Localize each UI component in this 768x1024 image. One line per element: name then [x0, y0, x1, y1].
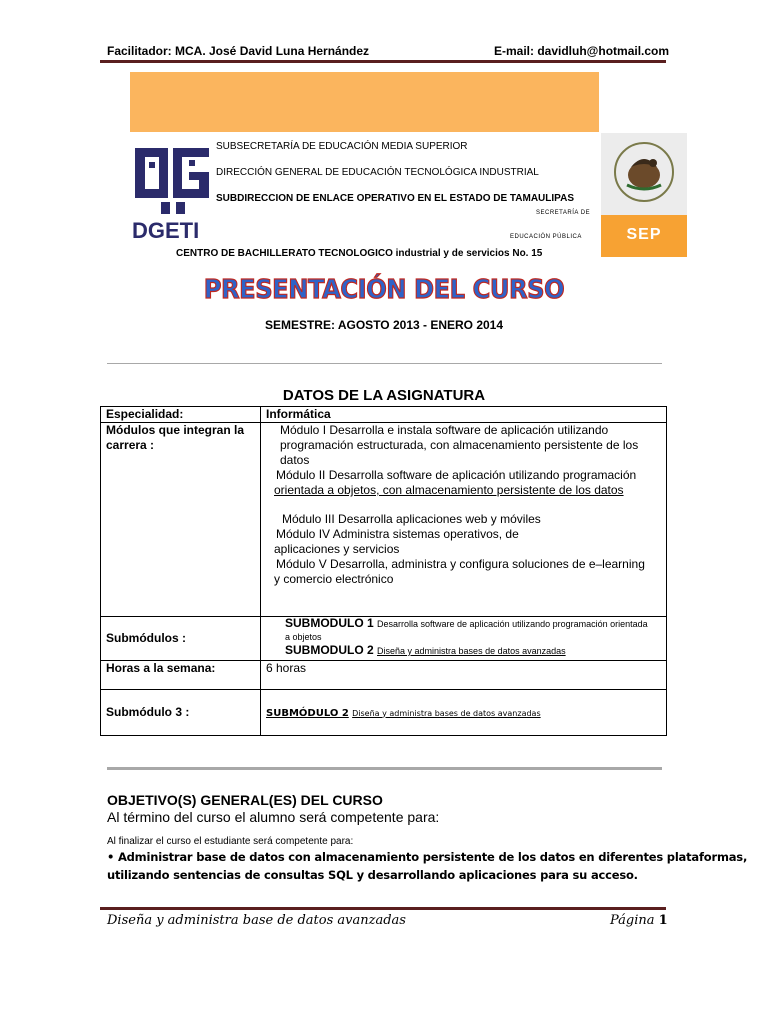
objective-bullet-line-1: • Administrar base de datos con almacenamiento persistente de los datos en diferentes plataformas, [107, 850, 748, 864]
modulo-3-line: Módulo III Desarrolla aplicaciones web y móviles [282, 512, 541, 526]
modulo-5-line-2: y comercio electrónico [274, 572, 394, 586]
semester-text: SEMESTRE: AGOSTO 2013 - ENERO 2014 [264, 318, 504, 332]
modulo-2-line-2: orientada a objetos, con almacenamiento persistente de los datos [274, 483, 624, 497]
modulo-5-line-1: Módulo V Desarrolla, administra y configura soluciones de e–learning [276, 557, 645, 571]
objectives-subtitle: Al término del curso el alumno será competente para: [107, 809, 440, 825]
footer-page-number: 1 [658, 913, 668, 928]
divider-1 [107, 363, 662, 364]
objectives-intro: Al finalizar el curso el estudiante será competente para: [107, 836, 354, 847]
table-row [101, 617, 667, 661]
submodulo-1-desc: Desarrolla software de aplicación utilizando programación orientada [377, 619, 648, 629]
sep-band [601, 215, 687, 257]
mexico-eagle-icon [613, 141, 675, 203]
objectives-title: OBJETIVO(S) GENERAL(ES) DEL CURSO [107, 792, 383, 808]
footer-page-label: Página [610, 913, 655, 928]
orange-banner [130, 72, 599, 132]
submodulo-2-title: SUBMODULO 2 [285, 643, 374, 657]
submodulo-3-desc: Diseña y administra bases de datos avanzadas [352, 708, 541, 718]
submodulo-3-cell [261, 690, 667, 736]
school-name: CENTRO DE BACHILLERATO TECNOLOGICO industrial y de servicios No. 15 [176, 248, 543, 259]
course-title: PRESENTACIÓN DEL CURSO [203, 275, 565, 305]
dgeti-wordmark: DGETI [132, 218, 200, 242]
table-row [101, 690, 667, 736]
educacion-publica-text: EDUCACIÓN PÚBLICA [510, 234, 582, 240]
submodulo-3-title: SUBMÓDULO 2 [266, 707, 349, 719]
email-text: E-mail: davidluh@hotmail.com [494, 44, 670, 58]
table-row [101, 407, 667, 423]
dgeti-logo [131, 142, 215, 242]
institution-line-1: SUBSECRETARÍA DE EDUCACIÓN MEDIA SUPERIOR [216, 141, 468, 152]
asignatura-table [100, 406, 667, 736]
submodulo-2-desc: Diseña y administra bases de datos avanzadas [377, 646, 566, 656]
modulo-4-line-1: Módulo IV Administra sistemas operativos, de [276, 527, 519, 541]
section-title: DATOS DE LA ASIGNATURA [282, 387, 486, 404]
modulo-1-line-1: Módulo I Desarrolla e instala software de aplicación utilizando [280, 423, 609, 437]
sep-wordmark: SEP [626, 226, 662, 243]
especialidad-value: Informática [261, 407, 667, 423]
modulo-1-line-2: programación estructurada, con almacenamiento persistente de los [280, 438, 639, 452]
secretaria-text: SECRETARÍA DE [536, 210, 591, 216]
horas-value: 6 horas [261, 661, 667, 690]
especialidad-label: Especialidad: [101, 407, 261, 423]
objective-bullet-line-2: utilizando sentencias de consultas SQL y desarrollando aplicaciones para su acceso. [107, 868, 638, 882]
footer-course: Diseña y administra base de datos avanzadas [107, 913, 406, 928]
submodulos-label: Submódulos : [101, 617, 261, 661]
modulo-2-line-1: Módulo II Desarrolla software de aplicación utilizando programación [276, 468, 637, 482]
sep-logo [601, 133, 687, 257]
modulo-1-line-3: datos [280, 453, 310, 467]
horas-label: Horas a la semana: [101, 661, 261, 690]
modulos-cell [261, 423, 667, 617]
submodulo-1-desc-2: a objetos [285, 632, 322, 642]
facilitator-text: Facilitador: MCA. José David Luna Hernández [107, 44, 370, 58]
submodulo-3-label: Submódulo 3 : [101, 690, 261, 736]
submodulos-cell [261, 617, 667, 661]
modulo-4-line-2: aplicaciones y servicios [274, 542, 400, 556]
table-row [101, 423, 667, 617]
institution-line-3: SUBDIRECCION DE ENLACE OPERATIVO EN EL ESTADO DE TAMAULIPAS [216, 193, 574, 204]
modulos-label: Módulos que integran la carrera : [101, 423, 261, 617]
table-row [101, 661, 667, 690]
footer-rule [100, 907, 666, 910]
institution-line-2: DIRECCIÓN GENERAL DE EDUCACIÓN TECNOLÓGICA INDUSTRIAL [216, 167, 539, 178]
divider-2 [107, 767, 662, 770]
header-rule [100, 60, 666, 63]
submodulo-1-title: SUBMODULO 1 [285, 616, 374, 630]
